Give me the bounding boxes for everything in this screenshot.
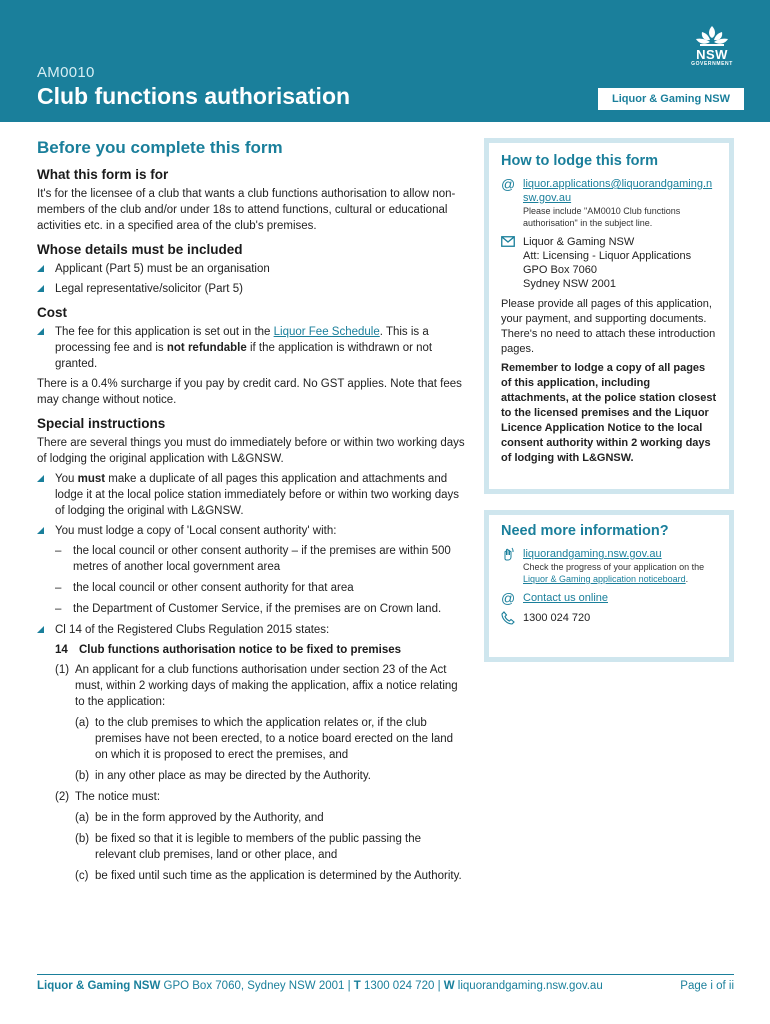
- phone-icon: [501, 611, 515, 627]
- list-item: You must make a duplicate of all pages this application and attachments and lodge it at the local police station immediately before or within two working days of lodging the original with L&GNSW.: [37, 471, 465, 519]
- what-text: It's for the licensee of a club that wants a club functions authorisation to allow non-members of the club and/or under 18s to attend functions, cultural or educational activities etc. in a specified area of the club's premises.: [37, 188, 456, 232]
- cost-heading: Cost: [37, 305, 67, 320]
- lodge-heading: How to lodge this form: [501, 153, 659, 169]
- footer-divider: [37, 974, 734, 975]
- waratah-icon: [692, 24, 732, 48]
- clause-paragraph: (b) be fixed so that it is legible to members of the public passing the relevant club premises, land or other place, and: [75, 833, 422, 861]
- clause-paragraph: (a) to the club premises to which the application relates or, if the club premises have not been erected, to a notice board erected on the land on which it is proposed to erect the premises, and: [75, 717, 454, 761]
- envelope-icon: [501, 235, 515, 249]
- special-intro: There are several things you must do immediately before or within two working days of lodging the original application with L&GNSW.: [37, 437, 465, 465]
- clause-subsection: (1) An applicant for a club functions authorisation under section 23 of the Act must, within 2 working days of making the application, affix a notice relating to the application:: [55, 664, 458, 708]
- triangle-bullet-icon: [37, 527, 44, 534]
- nsw-government-logo: [684, 24, 740, 78]
- postal-contact: [501, 235, 717, 291]
- progress-note: Check the progress of your application on the Liquor & Gaming application noticeboard.: [523, 562, 705, 584]
- online-contact: [501, 591, 717, 605]
- page-title: Club functions authorisation: [37, 83, 351, 109]
- address-line: Liquor & Gaming NSW: [523, 236, 635, 248]
- main-content: [37, 138, 465, 889]
- logo-subtext: GOVERNMENT: [691, 61, 733, 67]
- triangle-bullet-icon: [37, 328, 44, 335]
- triangle-bullet-icon: [37, 265, 44, 272]
- brand-tab: Liquor & Gaming NSW: [598, 88, 744, 110]
- info-heading: Need more information?: [501, 523, 669, 539]
- list-item: Applicant (Part 5) must be an organisation: [37, 261, 465, 277]
- phone-number: 1300 024 720: [523, 612, 591, 624]
- footer-org: Liquor & Gaming NSW: [37, 980, 161, 992]
- info-box: [484, 510, 734, 662]
- website-link[interactable]: liquorandgaming.nsw.gov.au: [523, 548, 662, 560]
- clause-heading: 14 Club functions authorisation notice to be fixed to premises: [55, 644, 402, 656]
- address-line: Sydney NSW 2001: [523, 278, 616, 290]
- what-heading: What this form is for: [37, 167, 169, 182]
- phone-contact: [501, 611, 717, 625]
- clause-paragraph: (b) in any other place as may be directed by the Authority.: [75, 770, 371, 782]
- email-link[interactable]: liquor.applications@liquorandgaming.nsw.gov.au: [523, 178, 713, 204]
- logo-text: NSW: [696, 47, 728, 62]
- remember-text: Remember to lodge a copy of all pages of this application, including attachments, at the police station closest to the licensed premises and the Liquor Licence Application Notice to the local consent authority within 2 working days of lodging with L&GNSW.: [501, 362, 717, 464]
- dash-item: – the local council or other consent authority – if the premises are within 500 metres of another local government area: [55, 545, 451, 573]
- whose-heading: Whose details must be included: [37, 242, 243, 257]
- lodge-box: [484, 138, 734, 494]
- triangle-bullet-icon: [37, 475, 44, 482]
- list-item: The fee for this application is set out in the Liquor Fee Schedule. This is a processing fee and is not refundable if the application is withdrawn or not granted.: [37, 324, 465, 372]
- triangle-bullet-icon: [37, 626, 44, 633]
- clause-subsection: (2) The notice must:: [55, 791, 161, 803]
- clause-paragraph: (c) be fixed until such time as the application is determined by the Authority.: [75, 870, 462, 882]
- at-icon: @: [501, 176, 516, 192]
- header-banner: [0, 0, 770, 122]
- page-number: Page i of ii: [680, 980, 734, 992]
- list-item: You must lodge a copy of 'Local consent authority' with:: [37, 523, 465, 539]
- cost-note: There is a 0.4% surcharge if you pay by credit card. No GST applies. Note that fees may change without notice.: [37, 378, 462, 406]
- list-item: Legal representative/solicitor (Part 5): [37, 281, 465, 297]
- at-icon: @: [501, 590, 516, 606]
- triangle-bullet-icon: [37, 285, 44, 292]
- noticeboard-link[interactable]: Liquor & Gaming application noticeboard: [523, 574, 686, 584]
- special-heading: Special instructions: [37, 416, 166, 431]
- email-contact: [501, 177, 717, 229]
- footer: Liquor & Gaming NSW GPO Box 7060, Sydney NSW 2001 | T 1300 024 720 | W liquorandgaming.nsw.gov.au Page i of ii: [37, 980, 734, 992]
- web-contact: [501, 547, 717, 585]
- dash-item: – the local council or other consent authority for that area: [55, 582, 354, 594]
- clause-paragraph: (a) be in the form approved by the Authority, and: [75, 812, 324, 824]
- email-note: Please include "AM0010 Club functions authorisation" in the subject line.: [523, 206, 681, 228]
- contact-online-link[interactable]: Contact us online: [523, 592, 608, 604]
- list-item: Cl 14 of the Registered Clubs Regulation 2015 states:: [37, 622, 465, 638]
- form-code: AM0010: [37, 64, 95, 81]
- dash-item: – the Department of Customer Service, if the premises are on Crown land.: [55, 603, 442, 615]
- address-line: Att: Licensing - Liquor Applications: [523, 250, 692, 262]
- fee-schedule-link[interactable]: Liquor Fee Schedule: [273, 326, 380, 338]
- address-line: GPO Box 7060: [523, 264, 597, 276]
- provide-text: Please provide all pages of this application, your payment, and supporting documents. There's no need to attach these introduction pages.: [501, 298, 716, 355]
- section-heading: Before you complete this form: [37, 138, 283, 157]
- pointer-icon: [501, 547, 515, 563]
